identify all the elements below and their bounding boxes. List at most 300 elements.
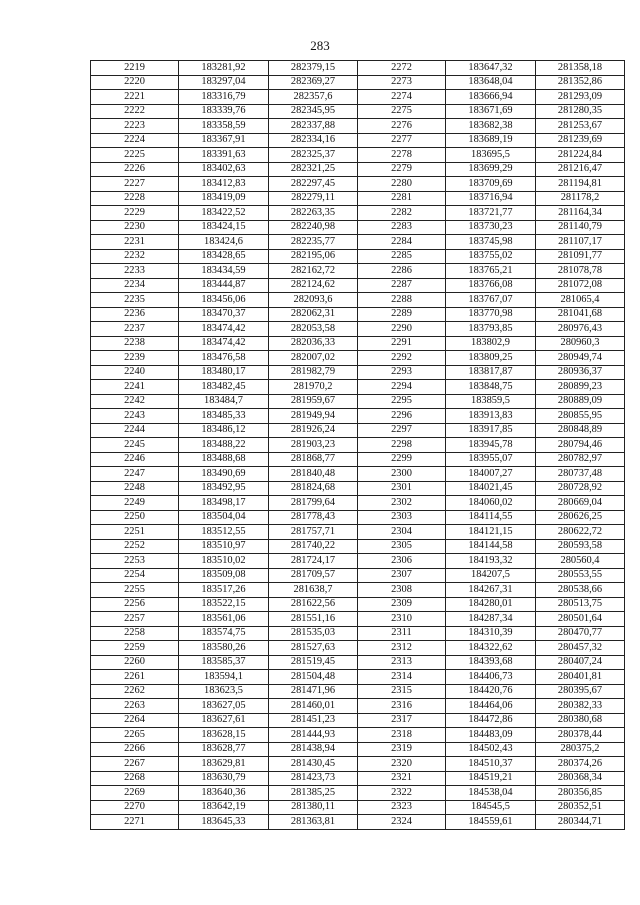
point-number-cell: 2229 [91,206,179,221]
y-coordinate-cell: 280352,51 [536,800,625,815]
y-coordinate-cell: 280782,97 [536,452,625,467]
x-coordinate-cell: 183561,06 [179,612,269,627]
table-row [91,539,625,554]
point-number-cell: 2313 [358,655,446,670]
point-number-cell: 2278 [358,148,446,163]
table-row [91,61,625,76]
point-number-cell: 2280 [358,177,446,192]
point-number-cell: 2265 [91,728,179,743]
table-row [91,481,625,496]
x-coordinate-cell: 183730,23 [446,220,536,235]
y-coordinate-cell: 281471,96 [269,684,358,699]
y-coordinate-cell: 281239,69 [536,133,625,148]
x-coordinate-cell: 183412,83 [179,177,269,192]
table-row [91,148,625,163]
point-number-cell: 2277 [358,133,446,148]
point-number-cell: 2228 [91,191,179,206]
y-coordinate-cell: 280669,04 [536,496,625,511]
point-number-cell: 2254 [91,568,179,583]
y-coordinate-cell: 281824,68 [269,481,358,496]
y-coordinate-cell: 280378,44 [536,728,625,743]
x-coordinate-cell: 183647,32 [446,61,536,76]
table-row [91,800,625,815]
y-coordinate-cell: 281949,94 [269,409,358,424]
x-coordinate-cell: 183574,75 [179,626,269,641]
table-row [91,206,625,221]
table-row [91,119,625,134]
point-number-cell: 2250 [91,510,179,525]
point-number-cell: 2284 [358,235,446,250]
y-coordinate-cell: 280976,43 [536,322,625,337]
y-coordinate-cell: 281423,73 [269,771,358,786]
y-coordinate-cell: 282297,45 [269,177,358,192]
y-coordinate-cell: 282279,11 [269,191,358,206]
y-coordinate-cell: 281164,34 [536,206,625,221]
x-coordinate-cell: 183488,22 [179,438,269,453]
table-row [91,713,625,728]
y-coordinate-cell: 281638,7 [269,583,358,598]
y-coordinate-cell: 280728,92 [536,481,625,496]
point-number-cell: 2264 [91,713,179,728]
point-number-cell: 2290 [358,322,446,337]
y-coordinate-cell: 282379,15 [269,61,358,76]
x-coordinate-cell: 184121,15 [446,525,536,540]
x-coordinate-cell: 184559,61 [446,815,536,830]
x-coordinate-cell: 183488,68 [179,452,269,467]
x-coordinate-cell: 184114,55 [446,510,536,525]
point-number-cell: 2286 [358,264,446,279]
point-number-cell: 2270 [91,800,179,815]
x-coordinate-cell: 183480,17 [179,365,269,380]
point-number-cell: 2275 [358,104,446,119]
y-coordinate-cell: 281970,2 [269,380,358,395]
table-row [91,771,625,786]
y-coordinate-cell: 280344,71 [536,815,625,830]
table-row [91,177,625,192]
table-row [91,278,625,293]
x-coordinate-cell: 183585,37 [179,655,269,670]
y-coordinate-cell: 282334,16 [269,133,358,148]
x-coordinate-cell: 183444,87 [179,278,269,293]
y-coordinate-cell: 280401,81 [536,670,625,685]
point-number-cell: 2279 [358,162,446,177]
y-coordinate-cell: 280936,37 [536,365,625,380]
y-coordinate-cell: 281740,22 [269,539,358,554]
table-row [91,75,625,90]
x-coordinate-cell: 183645,33 [179,815,269,830]
y-coordinate-cell: 282053,58 [269,322,358,337]
table-row [91,307,625,322]
point-number-cell: 2315 [358,684,446,699]
y-coordinate-cell: 281451,23 [269,713,358,728]
x-coordinate-cell: 183281,92 [179,61,269,76]
y-coordinate-cell: 281078,78 [536,264,625,279]
x-coordinate-cell: 183482,45 [179,380,269,395]
x-coordinate-cell: 183509,08 [179,568,269,583]
point-number-cell: 2295 [358,394,446,409]
point-number-cell: 2321 [358,771,446,786]
table-row [91,467,625,482]
x-coordinate-cell: 184420,76 [446,684,536,699]
point-number-cell: 2249 [91,496,179,511]
table-row [91,684,625,699]
point-number-cell: 2309 [358,597,446,612]
point-number-cell: 2222 [91,104,179,119]
y-coordinate-cell: 282162,72 [269,264,358,279]
y-coordinate-cell: 281926,24 [269,423,358,438]
table-row [91,641,625,656]
x-coordinate-cell: 183504,04 [179,510,269,525]
x-coordinate-cell: 184267,31 [446,583,536,598]
x-coordinate-cell: 183721,77 [446,206,536,221]
point-number-cell: 2274 [358,90,446,105]
point-number-cell: 2235 [91,293,179,308]
table-row [91,670,625,685]
point-number-cell: 2310 [358,612,446,627]
table-row [91,728,625,743]
y-coordinate-cell: 282263,35 [269,206,358,221]
y-coordinate-cell: 280855,95 [536,409,625,424]
y-coordinate-cell: 282062,31 [269,307,358,322]
point-number-cell: 2262 [91,684,179,699]
x-coordinate-cell: 184287,34 [446,612,536,627]
x-coordinate-cell: 183358,59 [179,119,269,134]
y-coordinate-cell: 280960,3 [536,336,625,351]
x-coordinate-cell: 183498,17 [179,496,269,511]
point-number-cell: 2248 [91,481,179,496]
x-coordinate-cell: 183580,26 [179,641,269,656]
point-number-cell: 2251 [91,525,179,540]
y-coordinate-cell: 281107,17 [536,235,625,250]
x-coordinate-cell: 184322,62 [446,641,536,656]
y-coordinate-cell: 282240,98 [269,220,358,235]
y-coordinate-cell: 282325,37 [269,148,358,163]
y-coordinate-cell: 281280,35 [536,104,625,119]
x-coordinate-cell: 183474,42 [179,322,269,337]
x-coordinate-cell: 183642,19 [179,800,269,815]
x-coordinate-cell: 183913,83 [446,409,536,424]
table-row [91,525,625,540]
point-number-cell: 2320 [358,757,446,772]
y-coordinate-cell: 281504,48 [269,670,358,685]
x-coordinate-cell: 183391,63 [179,148,269,163]
point-number-cell: 2245 [91,438,179,453]
y-coordinate-cell: 280538,66 [536,583,625,598]
x-coordinate-cell: 183859,5 [446,394,536,409]
point-number-cell: 2306 [358,554,446,569]
y-coordinate-cell: 280889,09 [536,394,625,409]
x-coordinate-cell: 183627,61 [179,713,269,728]
point-number-cell: 2269 [91,786,179,801]
point-number-cell: 2297 [358,423,446,438]
y-coordinate-cell: 280560,4 [536,554,625,569]
table-row [91,365,625,380]
page-number: 283 [310,38,330,53]
x-coordinate-cell: 183490,69 [179,467,269,482]
point-number-cell: 2230 [91,220,179,235]
x-coordinate-cell: 183755,02 [446,249,536,264]
point-number-cell: 2227 [91,177,179,192]
table-row [91,757,625,772]
point-number-cell: 2307 [358,568,446,583]
x-coordinate-cell: 183640,36 [179,786,269,801]
y-coordinate-cell: 281724,17 [269,554,358,569]
y-coordinate-cell: 280949,74 [536,351,625,366]
y-coordinate-cell: 281091,77 [536,249,625,264]
point-number-cell: 2281 [358,191,446,206]
x-coordinate-cell: 184545,5 [446,800,536,815]
point-number-cell: 2243 [91,409,179,424]
table-row [91,394,625,409]
y-coordinate-cell: 280382,33 [536,699,625,714]
point-number-cell: 2233 [91,264,179,279]
y-coordinate-cell: 281430,45 [269,757,358,772]
y-coordinate-cell: 281358,18 [536,61,625,76]
y-coordinate-cell: 282235,77 [269,235,358,250]
point-number-cell: 2223 [91,119,179,134]
point-number-cell: 2289 [358,307,446,322]
point-number-cell: 2314 [358,670,446,685]
x-coordinate-cell: 184472,86 [446,713,536,728]
y-coordinate-cell: 280368,34 [536,771,625,786]
y-coordinate-cell: 281535,03 [269,626,358,641]
x-coordinate-cell: 184406,73 [446,670,536,685]
y-coordinate-cell: 280737,48 [536,467,625,482]
y-coordinate-cell: 281438,94 [269,742,358,757]
x-coordinate-cell: 183682,38 [446,119,536,134]
y-coordinate-cell: 282007,02 [269,351,358,366]
x-coordinate-cell: 183367,91 [179,133,269,148]
point-number-cell: 2272 [358,61,446,76]
y-coordinate-cell: 282195,06 [269,249,358,264]
point-number-cell: 2234 [91,278,179,293]
x-coordinate-cell: 184538,04 [446,786,536,801]
x-coordinate-cell: 183629,81 [179,757,269,772]
y-coordinate-cell: 281224,84 [536,148,625,163]
y-coordinate-cell: 281519,45 [269,655,358,670]
point-number-cell: 2304 [358,525,446,540]
table-row [91,554,625,569]
x-coordinate-cell: 183470,37 [179,307,269,322]
table-row [91,133,625,148]
x-coordinate-cell: 184193,32 [446,554,536,569]
point-number-cell: 2241 [91,380,179,395]
x-coordinate-cell: 184502,43 [446,742,536,757]
y-coordinate-cell: 281551,16 [269,612,358,627]
x-coordinate-cell: 183474,42 [179,336,269,351]
point-number-cell: 2318 [358,728,446,743]
x-coordinate-cell: 183699,29 [446,162,536,177]
table-row [91,264,625,279]
point-number-cell: 2219 [91,61,179,76]
point-number-cell: 2288 [358,293,446,308]
x-coordinate-cell: 183627,05 [179,699,269,714]
y-coordinate-cell: 282337,88 [269,119,358,134]
y-coordinate-cell: 281072,08 [536,278,625,293]
x-coordinate-cell: 183316,79 [179,90,269,105]
x-coordinate-cell: 184060,02 [446,496,536,511]
x-coordinate-cell: 183793,85 [446,322,536,337]
y-coordinate-cell: 280513,75 [536,597,625,612]
table-row [91,786,625,801]
y-coordinate-cell: 280395,67 [536,684,625,699]
x-coordinate-cell: 183297,04 [179,75,269,90]
y-coordinate-cell: 281178,2 [536,191,625,206]
point-number-cell: 2273 [358,75,446,90]
x-coordinate-cell: 183485,33 [179,409,269,424]
point-number-cell: 2263 [91,699,179,714]
y-coordinate-cell: 281065,4 [536,293,625,308]
table-row [91,249,625,264]
point-number-cell: 2294 [358,380,446,395]
x-coordinate-cell: 183695,5 [446,148,536,163]
point-number-cell: 2266 [91,742,179,757]
point-number-cell: 2258 [91,626,179,641]
table-row [91,699,625,714]
table-row [91,612,625,627]
point-number-cell: 2260 [91,655,179,670]
point-number-cell: 2255 [91,583,179,598]
y-coordinate-cell: 281363,81 [269,815,358,830]
x-coordinate-cell: 183709,69 [446,177,536,192]
point-number-cell: 2259 [91,641,179,656]
point-number-cell: 2324 [358,815,446,830]
x-coordinate-cell: 183630,79 [179,771,269,786]
y-coordinate-cell: 281460,01 [269,699,358,714]
y-coordinate-cell: 280848,89 [536,423,625,438]
y-coordinate-cell: 280626,25 [536,510,625,525]
point-number-cell: 2282 [358,206,446,221]
table-row [91,104,625,119]
x-coordinate-cell: 184207,5 [446,568,536,583]
table-row [91,452,625,467]
table-row [91,626,625,641]
table-row [91,742,625,757]
y-coordinate-cell: 281622,56 [269,597,358,612]
y-coordinate-cell: 281380,11 [269,800,358,815]
point-number-cell: 2292 [358,351,446,366]
table-row [91,191,625,206]
y-coordinate-cell: 282093,6 [269,293,358,308]
y-coordinate-cell: 280501,64 [536,612,625,627]
x-coordinate-cell: 183817,87 [446,365,536,380]
x-coordinate-cell: 183422,52 [179,206,269,221]
table-row [91,568,625,583]
point-number-cell: 2312 [358,641,446,656]
y-coordinate-cell: 280622,72 [536,525,625,540]
x-coordinate-cell: 183510,97 [179,539,269,554]
table-row [91,351,625,366]
point-number-cell: 2291 [358,336,446,351]
point-number-cell: 2247 [91,467,179,482]
point-number-cell: 2226 [91,162,179,177]
x-coordinate-cell: 183848,75 [446,380,536,395]
table-row [91,380,625,395]
x-coordinate-cell: 183484,7 [179,394,269,409]
y-coordinate-cell: 282357,6 [269,90,358,105]
x-coordinate-cell: 183671,69 [446,104,536,119]
point-number-cell: 2296 [358,409,446,424]
y-coordinate-cell: 281840,48 [269,467,358,482]
y-coordinate-cell: 280375,2 [536,742,625,757]
x-coordinate-cell: 184310,39 [446,626,536,641]
x-coordinate-cell: 183666,94 [446,90,536,105]
y-coordinate-cell: 282345,95 [269,104,358,119]
point-number-cell: 2256 [91,597,179,612]
y-coordinate-cell: 280457,32 [536,641,625,656]
point-number-cell: 2322 [358,786,446,801]
y-coordinate-cell: 280553,55 [536,568,625,583]
table-row [91,496,625,511]
point-number-cell: 2302 [358,496,446,511]
x-coordinate-cell: 183419,09 [179,191,269,206]
point-number-cell: 2311 [358,626,446,641]
table-row [91,510,625,525]
x-coordinate-cell: 184483,09 [446,728,536,743]
table-row [91,438,625,453]
y-coordinate-cell: 280356,85 [536,786,625,801]
point-number-cell: 2231 [91,235,179,250]
x-coordinate-cell: 183424,15 [179,220,269,235]
x-coordinate-cell: 183339,76 [179,104,269,119]
y-coordinate-cell: 281041,68 [536,307,625,322]
y-coordinate-cell: 282036,33 [269,336,358,351]
y-coordinate-cell: 281982,79 [269,365,358,380]
table-row [91,322,625,337]
point-number-cell: 2305 [358,539,446,554]
x-coordinate-cell: 184393,68 [446,655,536,670]
point-number-cell: 2285 [358,249,446,264]
point-number-cell: 2316 [358,699,446,714]
y-coordinate-cell: 281253,67 [536,119,625,134]
y-coordinate-cell: 281778,43 [269,510,358,525]
y-coordinate-cell: 280899,23 [536,380,625,395]
y-coordinate-cell: 280470,77 [536,626,625,641]
y-coordinate-cell: 281959,67 [269,394,358,409]
y-coordinate-cell: 282124,62 [269,278,358,293]
y-coordinate-cell: 280374,26 [536,757,625,772]
x-coordinate-cell: 183510,02 [179,554,269,569]
x-coordinate-cell: 183424,6 [179,235,269,250]
table-row [91,235,625,250]
table-row [91,220,625,235]
x-coordinate-cell: 183802,9 [446,336,536,351]
table-row [91,162,625,177]
y-coordinate-cell: 282369,27 [269,75,358,90]
point-number-cell: 2257 [91,612,179,627]
x-coordinate-cell: 183955,07 [446,452,536,467]
x-coordinate-cell: 183766,08 [446,278,536,293]
x-coordinate-cell: 184464,06 [446,699,536,714]
point-number-cell: 2319 [358,742,446,757]
x-coordinate-cell: 184510,37 [446,757,536,772]
table-row [91,597,625,612]
x-coordinate-cell: 183512,55 [179,525,269,540]
y-coordinate-cell: 281444,93 [269,728,358,743]
point-number-cell: 2283 [358,220,446,235]
point-number-cell: 2225 [91,148,179,163]
table-row [91,90,625,105]
point-number-cell: 2300 [358,467,446,482]
x-coordinate-cell: 183594,1 [179,670,269,685]
x-coordinate-cell: 184007,27 [446,467,536,482]
table-row [91,409,625,424]
point-number-cell: 2244 [91,423,179,438]
x-coordinate-cell: 183628,77 [179,742,269,757]
x-coordinate-cell: 183517,26 [179,583,269,598]
y-coordinate-cell: 281757,71 [269,525,358,540]
point-number-cell: 2221 [91,90,179,105]
